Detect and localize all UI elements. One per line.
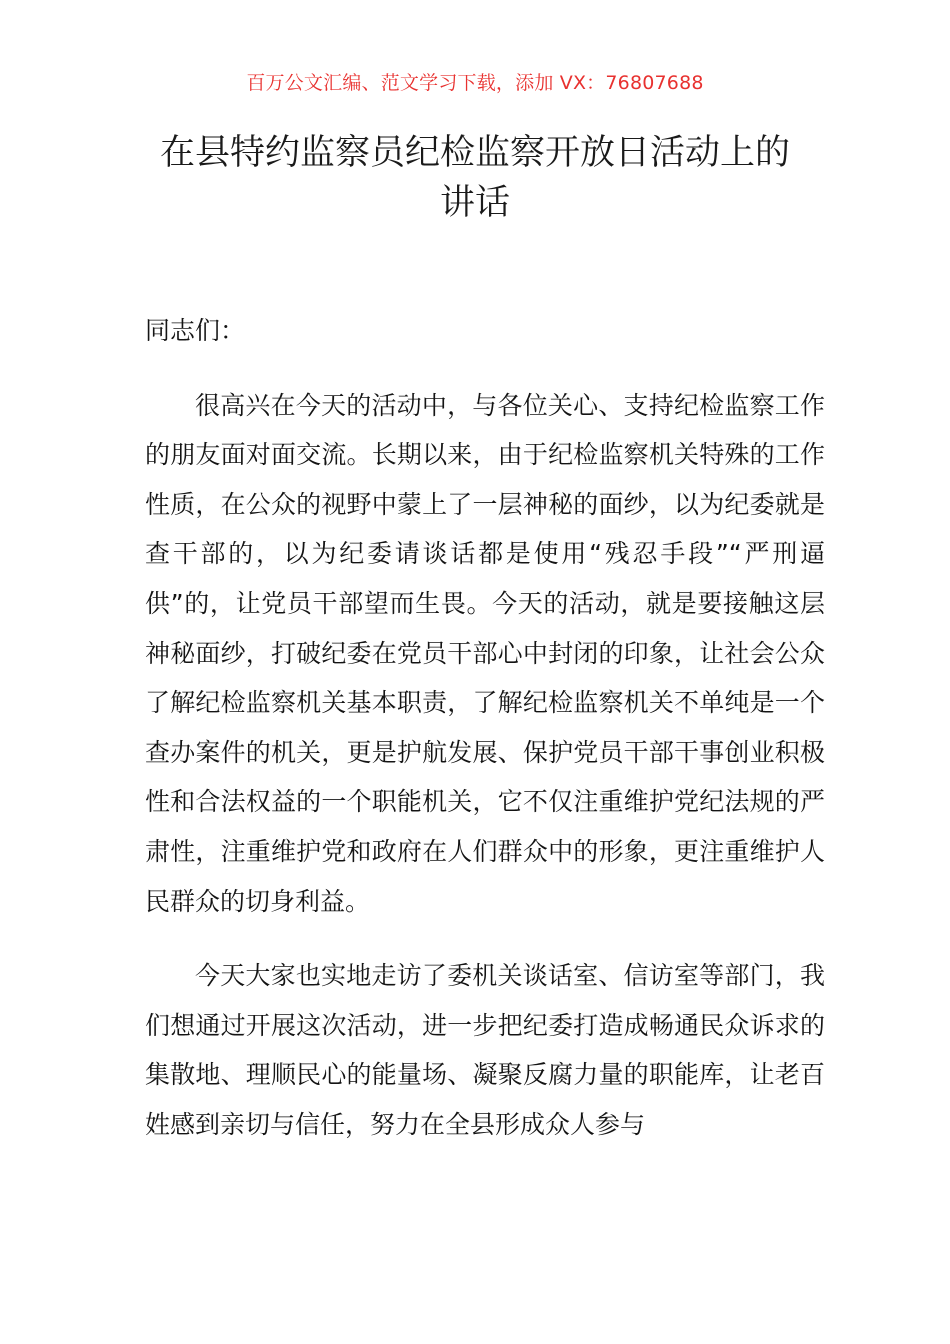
title-line-1: 在县特约监察员纪检监察开放日活动上的	[159, 133, 790, 173]
document-title	[120, 128, 830, 228]
salutation: 同志们：	[145, 316, 246, 345]
paragraph-1: 很高兴在今天的活动中，与各位关心、支持纪检监察工作的朋友面对面交流。长期以来，由于纪检监察机关特殊的工作性质，在公众的视野中蒙上了一层神秘的面纱，以为纪委就是查干部的，以为纪委请谈话都是使用“残忍手段”“严刑逼供”的，让党员干部望而生畏。今天的活动，就是要接触这层神秘面纱，打破纪委在党员干部心中封闭的印象，让社会公众了解纪检监察机关基本职责，了解纪检监察机关不单纯是一个查办案件的机关，更是护航发展、保护党员干部干事创业积极性和合法权益的一个职能机关，它不仅注重维护党纪法规的严肃性，注重维护党和政府在人们群众中的形象，更注重维护人民群众的切身利益。	[145, 390, 825, 916]
header-watermark-note: 百万公文汇编、范文学习下载，添加 VX：76807688	[246, 72, 704, 94]
title-line-2: 讲话	[439, 183, 510, 223]
paragraph-2: 今天大家也实地走访了委机关谈话室、信访室等部门，我们想通过开展这次活动，进一步把纪委打造成畅通民众诉求的集散地、理顺民心的能量场、凝聚反腐力量的职能库，让老百姓感到亲切与信任，努力在全县形成众人参与	[145, 961, 825, 1139]
document-body	[145, 306, 825, 1175]
